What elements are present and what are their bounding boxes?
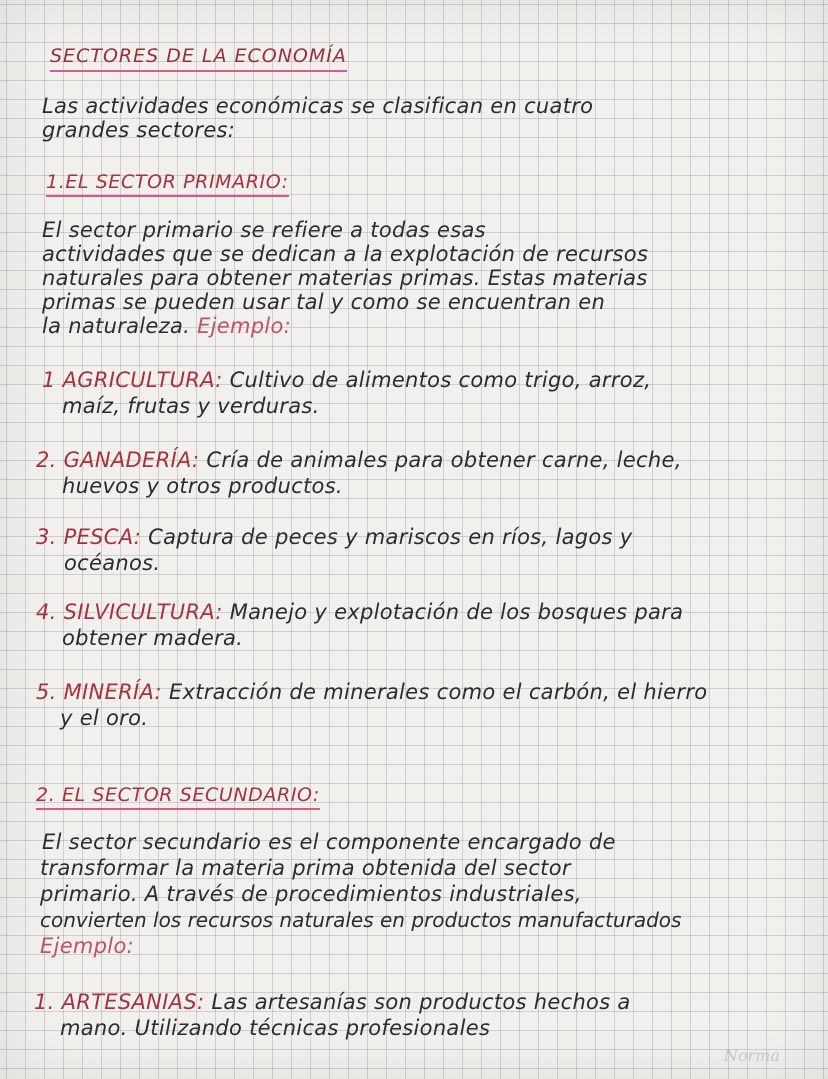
secondary-sector-heading: 2. EL SECTOR SECUNDARIO: (36, 783, 320, 810)
primary-item-4 (36, 600, 683, 624)
item-text: Cultivo de alimentos como trigo, arroz, (229, 368, 652, 392)
secondary-paragraph-line-1: El sector secundario es el componente encargado de (42, 830, 616, 854)
secondary-example-label: Ejemplo: (40, 934, 134, 958)
item-label-agricultura: 1 AGRICULTURA: (42, 368, 223, 392)
page-title: SECTORES DE LA ECONOMÍA (50, 44, 347, 72)
secondary-item-1-line-2: mano. Utilizando técnicas profesionales (60, 1016, 491, 1040)
primary-paragraph-line-5 (42, 314, 291, 338)
intro-line-2: grandes sectores: (42, 118, 236, 142)
primary-item-1-line-2: maíz, frutas y verduras. (62, 394, 320, 418)
primary-item-3-line-2: océanos. (64, 551, 161, 575)
primary-paragraph-line-1: El sector primario se refiere a todas esas (42, 218, 486, 242)
primary-item-5-line-2: y el oro. (60, 706, 149, 730)
secondary-paragraph-line-2: transformar la materia prima obtenida del sector (40, 856, 571, 880)
intro-line-1: Las actividades económicas se clasifican en cuatro (42, 94, 594, 118)
primary-paragraph-end: la naturaleza. (42, 314, 191, 338)
primary-paragraph-line-4: primas se pueden usar tal y como se encuentran en (42, 290, 606, 314)
primary-item-4-line-2: obtener madera. (62, 626, 244, 650)
item-label-pesca: 3. PESCA: (36, 525, 142, 549)
item-text: Manejo y explotación de los bosques para (229, 600, 684, 624)
secondary-paragraph-line-4: convierten los recursos naturales en productos manufacturados (40, 908, 682, 932)
item-label-mineria: 5. MINERÍA: (36, 680, 162, 704)
item-text: Captura de peces y mariscos en ríos, lagos y (148, 525, 633, 549)
primary-item-2 (36, 448, 682, 472)
item-label-artesanias: 1. ARTESANIAS: (34, 990, 205, 1014)
secondary-item-1 (34, 990, 631, 1014)
notebook-brand-logo: Norma (724, 1046, 780, 1065)
item-text: Extracción de minerales como el carbón, el hierro (168, 680, 708, 704)
secondary-paragraph-line-3: primario. A través de procedimientos industriales, (40, 882, 582, 906)
item-text: Las artesanías son productos hechos a (211, 990, 631, 1014)
primary-paragraph-line-2: actividades que se dedican a la explotación de recursos (42, 242, 649, 266)
item-label-ganaderia: 2. GANADERÍA: (36, 448, 200, 472)
primary-item-5 (36, 680, 707, 704)
item-label-silvicultura: 4. SILVICULTURA: (36, 600, 223, 624)
primary-item-2-line-2: huevos y otros productos. (62, 474, 343, 498)
primary-example-label: Ejemplo: (197, 314, 292, 338)
primary-sector-heading: 1.EL SECTOR PRIMARIO: (46, 170, 289, 197)
primary-item-1 (42, 368, 651, 392)
item-text: Cría de animales para obtener carne, leche, (206, 448, 682, 472)
primary-paragraph-line-3: naturales para obtener materias primas. Estas materias (42, 266, 648, 290)
primary-item-3 (36, 525, 632, 549)
